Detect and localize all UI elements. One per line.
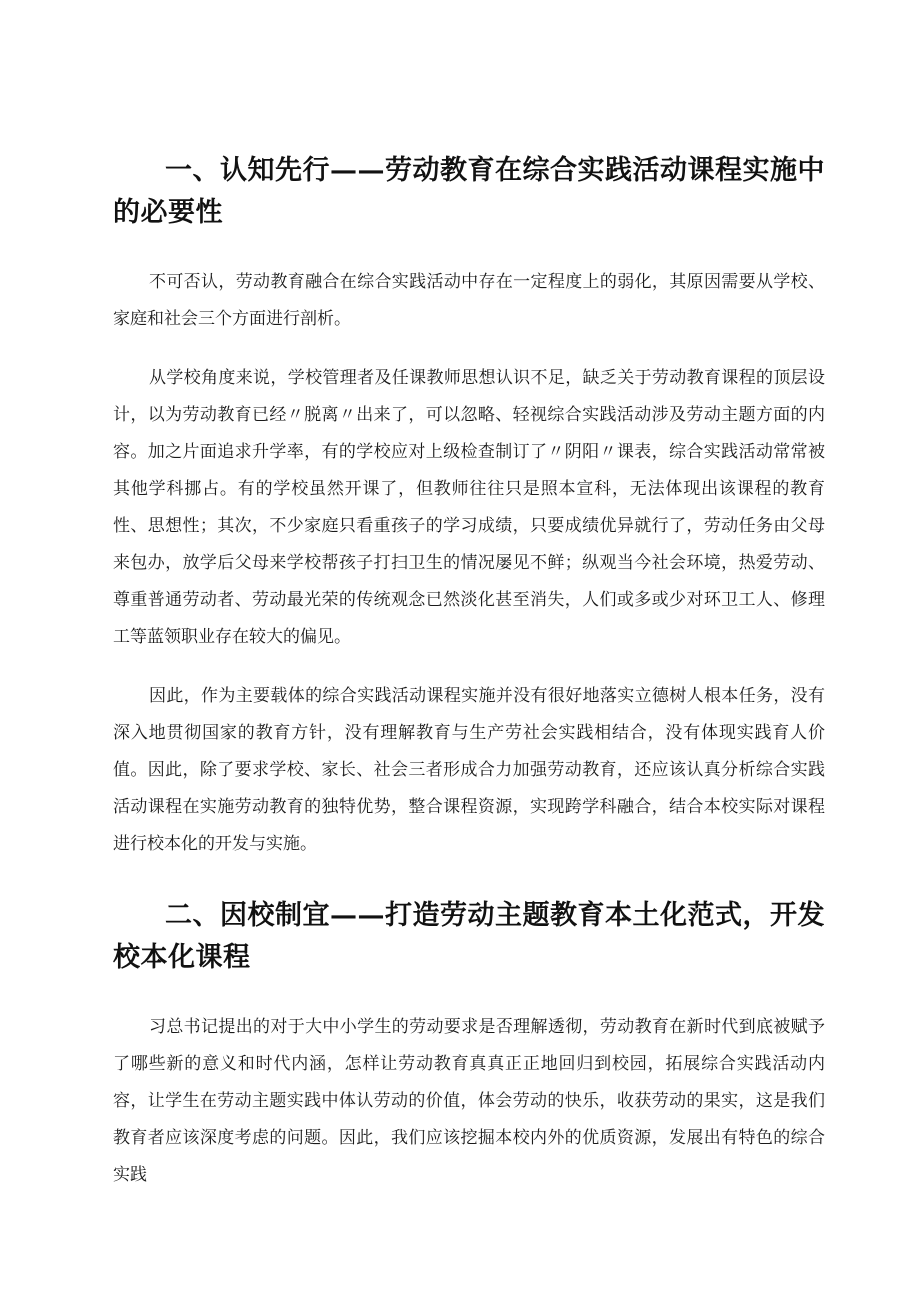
document-body — [113, 150, 825, 1194]
section-heading-1: 一、认知先行——劳动教育在综合实践活动课程实施中的必要性 — [113, 155, 825, 228]
paragraph-3: 因此，作为主要载体的综合实践活动课程实施并没有很好地落实立德树人根本任务，没有深入地贯彻国家的教育方针，没有理解教育与生产劳社会实践相结合，没有体现实践育人价值。因此，除了要求学校、家长、社会三者形成合力加强劳动教育，还应该认真分析综合实践活动课程在实施劳动教育的独特优势，整合课程资源，实现跨学科融合，结合本校实际对课程进行校本化的开发与实施。 — [113, 686, 825, 854]
paragraph-4: 习总书记提出的对于大中小学生的劳动要求是否理解透彻，劳动教育在新时代到底被赋予了哪些新的意义和时代内涵，怎样让劳动教育真真正正地回归到校园，拓展综合实践活动内容，让学生在劳动主题实践中体认劳动的价值，体会劳动的快乐，收获劳动的果实，这是我们教育者应该深度考虑的问题。因此，我们应该挖掘本校内外的优质资源，发展出有特色的综合实践 — [113, 1017, 825, 1185]
section-heading-2: 二、因校制宜——打造劳动主题教育本土化范式，开发校本化课程 — [113, 900, 825, 973]
paragraph-2: 从学校角度来说，学校管理者及任课教师思想认识不足，缺乏关于劳动教育课程的顶层设计，以为劳动教育已经〃脱离〃出来了，可以忽略、轻视综合实践活动涉及劳动主题方面的内容。加之片面追求升学率，有的学校应对上级检查制订了〃阴阳〃课表，综合实践活动常常被其他学科挪占。有的学校虽然开课了，但教师往往只是照本宣科，无法体现出该课程的教育性、思想性；其次，不少家庭只看重孩子的学习成绩，只要成绩优异就行了，劳动任务由父母来包办，放学后父母来学校帮孩子打扫卫生的情况屡见不鲜；纵观当今社会环境，热爱劳动、尊重普通劳动者、劳动最光荣的传统观念已然淡化甚至消失，人们或多或少对环卫工人、修理工等蓝领职业存在较大的偏见。 — [113, 368, 825, 647]
paragraph-1: 不可否认，劳动教育融合在综合实践活动中存在一定程度上的弱化，其原因需要从学校、家庭和社会三个方面进行剖析。 — [113, 272, 825, 329]
